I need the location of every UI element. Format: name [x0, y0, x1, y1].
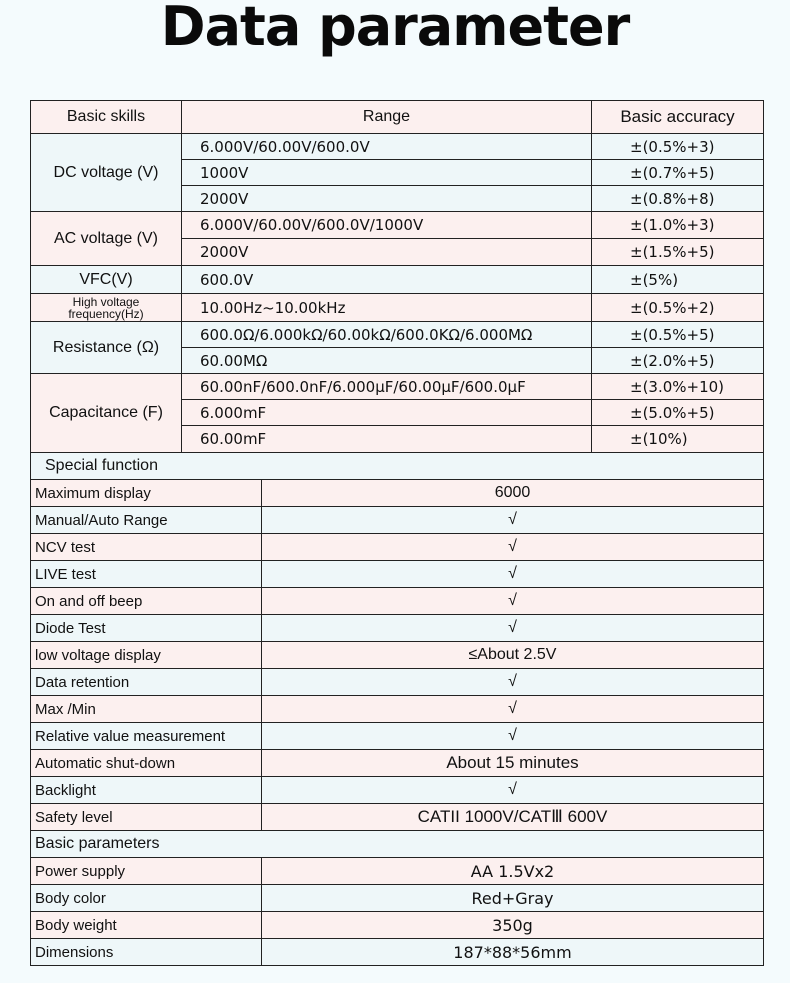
- special-function-heading: Special function: [31, 453, 764, 480]
- special-label: Backlight: [31, 777, 262, 804]
- special-label: On and off beep: [31, 588, 262, 615]
- skill-dc-voltage: DC voltage (V): [31, 134, 182, 212]
- table-row: [31, 777, 764, 804]
- table-header-row: [31, 101, 764, 134]
- table-row: [31, 912, 764, 939]
- special-label: Relative value measurement: [31, 723, 262, 750]
- range-cell: 60.00nF/600.0nF/6.000μF/60.00μF/600.0μF: [182, 374, 592, 400]
- table-row: [31, 134, 764, 160]
- range-cell: 600.0V: [182, 266, 592, 294]
- table-row: [31, 507, 764, 534]
- range-cell: 6.000mF: [182, 400, 592, 426]
- special-value: CATII 1000V/CATⅢ 600V: [262, 804, 764, 831]
- special-label: Manual/Auto Range: [31, 507, 262, 534]
- table-row: [31, 322, 764, 348]
- skill-capacitance: Capacitance (F): [31, 374, 182, 453]
- table-row: [31, 750, 764, 777]
- special-label: NCV test: [31, 534, 262, 561]
- special-label: Maximum display: [31, 480, 262, 507]
- special-value: √: [262, 615, 764, 642]
- basic-label: Power supply: [31, 858, 262, 885]
- special-value: √: [262, 534, 764, 561]
- special-value: About 15 minutes: [262, 750, 764, 777]
- table-row: [31, 534, 764, 561]
- special-label: Data retention: [31, 669, 262, 696]
- section-heading-row: [31, 831, 764, 858]
- skill-vfc: VFC(V): [31, 266, 182, 294]
- accuracy-cell: ±(0.5%+3): [592, 134, 764, 160]
- accuracy-cell: ±(1.0%+3): [592, 212, 764, 239]
- section-heading-row: [31, 453, 764, 480]
- special-value: √: [262, 696, 764, 723]
- special-value: √: [262, 669, 764, 696]
- accuracy-cell: ±(10%): [592, 426, 764, 453]
- accuracy-cell: ±(0.8%+8): [592, 186, 764, 212]
- header-range: Range: [182, 101, 592, 134]
- range-cell: 6.000V/60.00V/600.0V/1000V: [182, 212, 592, 239]
- table-row: [31, 294, 764, 322]
- header-skills: Basic skills: [31, 101, 182, 134]
- table-row: [31, 561, 764, 588]
- basic-value: 187*88*56mm: [262, 939, 764, 966]
- accuracy-cell: ±(5%): [592, 266, 764, 294]
- special-value: √: [262, 723, 764, 750]
- special-label: Automatic shut-down: [31, 750, 262, 777]
- basic-label: Body color: [31, 885, 262, 912]
- table-row: [31, 212, 764, 239]
- table-row: [31, 615, 764, 642]
- table-row: [31, 374, 764, 400]
- accuracy-cell: ±(1.5%+5): [592, 239, 764, 266]
- range-cell: 60.00mF: [182, 426, 592, 453]
- range-cell: 10.00Hz~10.00kHz: [182, 294, 592, 322]
- header-accuracy: Basic accuracy: [592, 101, 764, 134]
- table-row: [31, 266, 764, 294]
- table-row: [31, 642, 764, 669]
- table-row: [31, 696, 764, 723]
- range-cell: 2000V: [182, 239, 592, 266]
- special-value: ≤About 2.5V: [262, 642, 764, 669]
- special-value: √: [262, 777, 764, 804]
- special-label: LIVE test: [31, 561, 262, 588]
- table-row: [31, 669, 764, 696]
- table-row: [31, 804, 764, 831]
- page-title: Data parameter: [160, 0, 630, 58]
- range-cell: 1000V: [182, 160, 592, 186]
- special-value: √: [262, 588, 764, 615]
- special-label: low voltage display: [31, 642, 262, 669]
- skill-ac-voltage: AC voltage (V): [31, 212, 182, 266]
- special-value: 6000: [262, 480, 764, 507]
- table-row: [31, 885, 764, 912]
- accuracy-cell: ±(0.5%+5): [592, 322, 764, 348]
- table-row: [31, 858, 764, 885]
- special-value: √: [262, 507, 764, 534]
- special-label: Safety level: [31, 804, 262, 831]
- special-label: Max /Min: [31, 696, 262, 723]
- table-row: [31, 480, 764, 507]
- basic-value: AA 1.5Vx2: [262, 858, 764, 885]
- accuracy-cell: ±(2.0%+5): [592, 348, 764, 374]
- skill-high-voltage-frequency: High voltage frequency(Hz): [31, 294, 182, 322]
- table-row: [31, 588, 764, 615]
- basic-parameters-heading: Basic parameters: [31, 831, 764, 858]
- accuracy-cell: ±(5.0%+5): [592, 400, 764, 426]
- range-cell: 2000V: [182, 186, 592, 212]
- basic-value: 350g: [262, 912, 764, 939]
- range-cell: 60.00MΩ: [182, 348, 592, 374]
- table-row: [31, 723, 764, 750]
- accuracy-cell: ±(0.5%+2): [592, 294, 764, 322]
- table-row: [31, 939, 764, 966]
- basic-label: Dimensions: [31, 939, 262, 966]
- accuracy-cell: ±(0.7%+5): [592, 160, 764, 186]
- basic-label: Body weight: [31, 912, 262, 939]
- special-label: Diode Test: [31, 615, 262, 642]
- spec-table: [30, 100, 764, 966]
- skill-resistance: Resistance (Ω): [31, 322, 182, 374]
- range-cell: 600.0Ω/6.000kΩ/60.00kΩ/600.0KΩ/6.000MΩ: [182, 322, 592, 348]
- basic-value: Red+Gray: [262, 885, 764, 912]
- range-cell: 6.000V/60.00V/600.0V: [182, 134, 592, 160]
- accuracy-cell: ±(3.0%+10): [592, 374, 764, 400]
- special-value: √: [262, 561, 764, 588]
